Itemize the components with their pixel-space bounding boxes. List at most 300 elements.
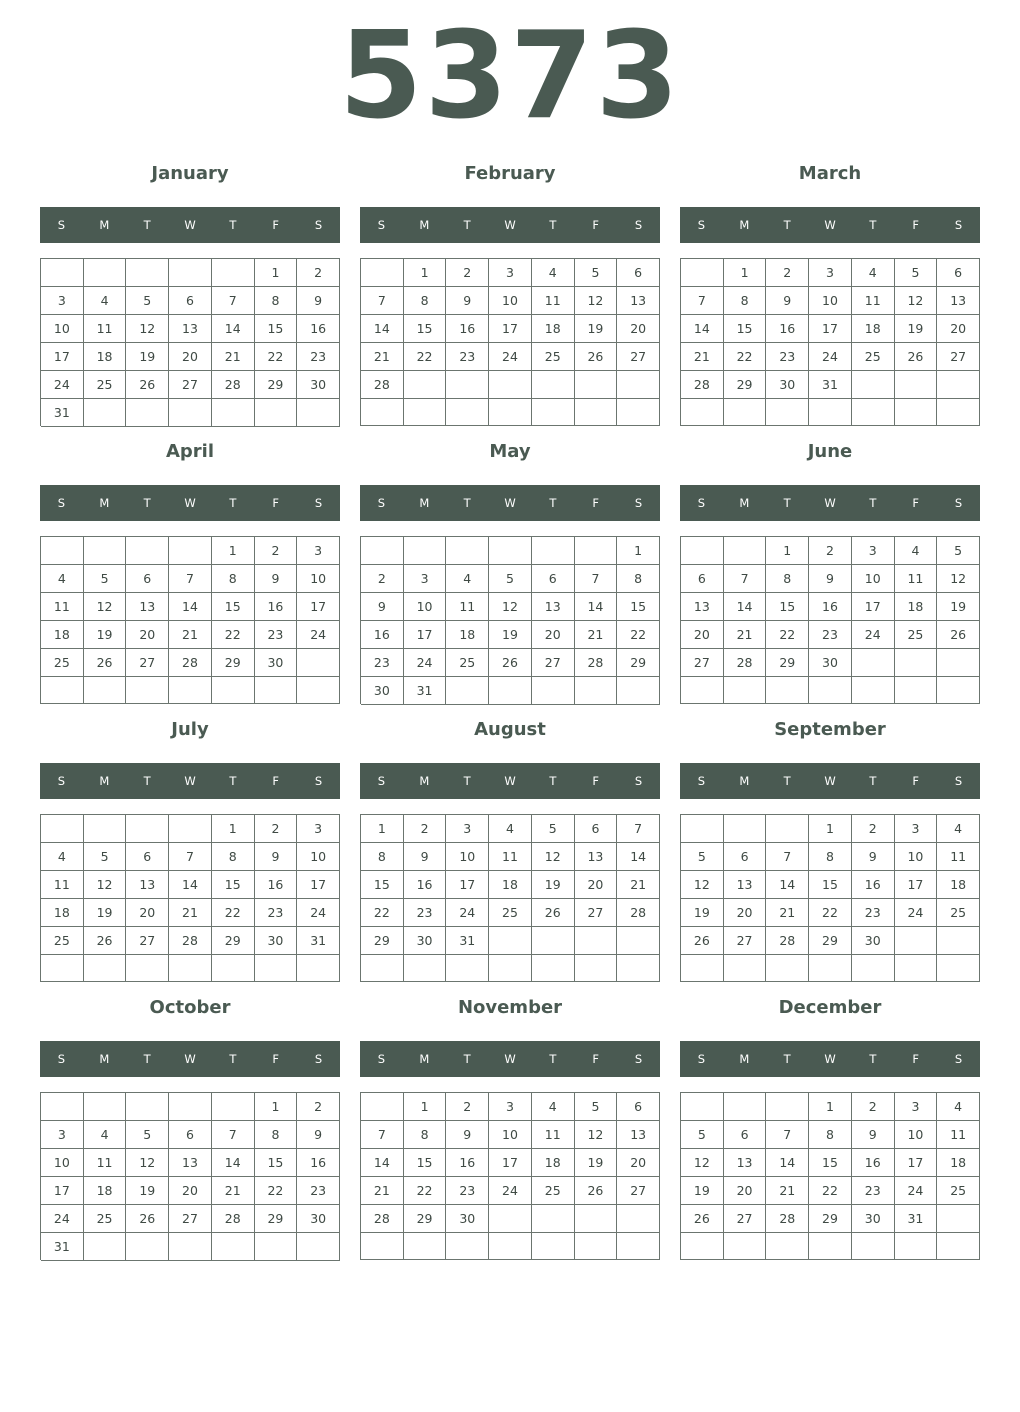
day-cell: [532, 371, 575, 399]
day-cell: 24: [297, 899, 340, 927]
day-cell: [532, 1205, 575, 1233]
day-cell: 13: [169, 1149, 212, 1177]
day-cell: 28: [617, 899, 660, 927]
day-cell: 25: [446, 649, 489, 677]
day-cell: [617, 399, 660, 426]
day-cell: 16: [852, 871, 895, 899]
weekday-label: W: [504, 496, 516, 510]
day-cell: [212, 677, 255, 704]
weekday-label: M: [739, 774, 750, 788]
day-cell: 27: [532, 649, 575, 677]
day-cell: 21: [724, 621, 767, 649]
day-cell: 29: [212, 927, 255, 955]
day-cell: [84, 1093, 127, 1121]
day-cell: 16: [404, 871, 447, 899]
weekday-header: [40, 485, 340, 521]
day-cell: 4: [937, 1093, 980, 1121]
day-cell: [297, 399, 340, 427]
month-name: November: [457, 997, 563, 1018]
day-cell: [41, 537, 84, 565]
weekday-label: S: [57, 218, 66, 232]
day-cell: 7: [361, 287, 404, 315]
day-cell: 8: [809, 843, 852, 871]
day-cell: [489, 927, 532, 955]
day-cell: 9: [852, 1121, 895, 1149]
day-cell: 27: [169, 1205, 212, 1233]
year-title: 5373: [339, 7, 681, 146]
day-cell: [84, 399, 127, 427]
day-cell: 11: [41, 593, 84, 621]
day-cell: [489, 677, 532, 705]
day-cell: 25: [41, 649, 84, 677]
day-cell: 27: [937, 343, 980, 371]
day-cell: [489, 399, 532, 426]
day-cell: [809, 677, 852, 704]
day-cell: [809, 955, 852, 982]
day-cell: 12: [681, 1149, 724, 1177]
day-cell: [617, 955, 660, 982]
day-cell: 27: [724, 1205, 767, 1233]
day-cell: [724, 677, 767, 704]
weekday-label: T: [869, 218, 877, 232]
day-cell: 29: [724, 371, 767, 399]
day-cell: [852, 371, 895, 399]
day-cell: [126, 399, 169, 427]
day-cell: 6: [617, 259, 660, 287]
day-cell: [681, 677, 724, 704]
weekday-label: S: [314, 496, 323, 510]
day-grid: [360, 536, 660, 704]
day-cell: 31: [809, 371, 852, 399]
day-cell: 12: [681, 871, 724, 899]
day-cell: [84, 537, 127, 565]
day-cell: 4: [532, 259, 575, 287]
weekday-label: T: [549, 1052, 557, 1066]
day-cell: [766, 1233, 809, 1260]
day-cell: 19: [84, 621, 127, 649]
day-cell: 8: [361, 843, 404, 871]
day-cell: 20: [532, 621, 575, 649]
day-cell: 11: [937, 1121, 980, 1149]
day-cell: 7: [766, 1121, 809, 1149]
day-cell: 11: [84, 1149, 127, 1177]
day-cell: 23: [404, 899, 447, 927]
day-cell: 22: [617, 621, 660, 649]
weekday-label: M: [99, 1052, 110, 1066]
day-cell: 30: [361, 677, 404, 705]
day-grid: [40, 536, 340, 704]
weekday-label: S: [57, 1052, 66, 1066]
day-cell: 6: [617, 1093, 660, 1121]
day-cell: [617, 1205, 660, 1233]
day-cell: 22: [212, 899, 255, 927]
day-cell: 31: [41, 1233, 84, 1261]
day-cell: 21: [212, 1177, 255, 1205]
day-cell: 21: [361, 1177, 404, 1205]
day-cell: [126, 815, 169, 843]
day-cell: [681, 399, 724, 426]
day-cell: 31: [297, 927, 340, 955]
day-cell: 20: [681, 621, 724, 649]
weekday-label: M: [739, 1052, 750, 1066]
day-grid: [40, 258, 340, 426]
day-cell: 17: [404, 621, 447, 649]
day-cell: 7: [212, 1121, 255, 1149]
day-cell: 9: [809, 565, 852, 593]
day-cell: 12: [895, 287, 938, 315]
weekday-label: S: [314, 218, 323, 232]
day-cell: 5: [895, 259, 938, 287]
day-cell: 24: [446, 899, 489, 927]
day-cell: 6: [126, 843, 169, 871]
day-cell: 9: [255, 843, 298, 871]
weekday-label: S: [314, 774, 323, 788]
day-cell: 18: [532, 1149, 575, 1177]
day-cell: 5: [681, 1121, 724, 1149]
day-cell: 3: [852, 537, 895, 565]
weekday-label: M: [739, 218, 750, 232]
day-cell: 22: [809, 899, 852, 927]
weekday-header: [680, 485, 980, 521]
day-cell: 15: [255, 315, 298, 343]
day-cell: [766, 815, 809, 843]
day-cell: 23: [852, 899, 895, 927]
day-cell: 15: [766, 593, 809, 621]
day-cell: [724, 955, 767, 982]
weekday-label: T: [869, 1052, 877, 1066]
day-cell: 15: [404, 1149, 447, 1177]
weekday-label: S: [697, 774, 706, 788]
day-cell: 19: [895, 315, 938, 343]
day-cell: 3: [446, 815, 489, 843]
month-name: August: [474, 719, 546, 740]
day-cell: 24: [489, 343, 532, 371]
day-cell: 16: [297, 315, 340, 343]
day-cell: [41, 677, 84, 704]
day-cell: 22: [404, 1177, 447, 1205]
day-cell: 20: [937, 315, 980, 343]
day-cell: 28: [766, 927, 809, 955]
day-cell: 21: [361, 343, 404, 371]
day-cell: [937, 927, 980, 955]
day-cell: 19: [681, 1177, 724, 1205]
day-cell: 18: [41, 621, 84, 649]
day-cell: 3: [297, 537, 340, 565]
day-cell: [446, 371, 489, 399]
day-cell: 15: [404, 315, 447, 343]
month-name: May: [489, 441, 531, 462]
day-cell: 4: [84, 1121, 127, 1149]
day-cell: 8: [404, 287, 447, 315]
weekday-label: S: [634, 218, 643, 232]
day-cell: [126, 955, 169, 982]
day-cell: 30: [852, 927, 895, 955]
weekday-label: F: [272, 218, 280, 232]
day-cell: 26: [84, 649, 127, 677]
month-name: December: [778, 997, 882, 1018]
day-cell: [895, 399, 938, 426]
day-cell: 6: [532, 565, 575, 593]
day-cell: 22: [255, 343, 298, 371]
day-cell: 10: [297, 565, 340, 593]
day-cell: 22: [255, 1177, 298, 1205]
month-name: April: [165, 441, 215, 462]
weekday-label: F: [272, 774, 280, 788]
day-cell: 2: [852, 1093, 895, 1121]
day-cell: 8: [766, 565, 809, 593]
day-cell: 9: [446, 1121, 489, 1149]
day-cell: 6: [126, 565, 169, 593]
day-cell: 26: [937, 621, 980, 649]
day-cell: 12: [937, 565, 980, 593]
day-cell: 10: [404, 593, 447, 621]
day-cell: [532, 537, 575, 565]
day-cell: 20: [724, 899, 767, 927]
day-cell: 19: [489, 621, 532, 649]
weekday-label: T: [463, 496, 471, 510]
day-cell: 12: [575, 1121, 618, 1149]
day-cell: 29: [361, 927, 404, 955]
day-cell: [404, 955, 447, 982]
weekday-label: S: [377, 1052, 386, 1066]
day-cell: 4: [41, 565, 84, 593]
weekday-label: W: [824, 774, 836, 788]
day-cell: 17: [297, 871, 340, 899]
weekday-label: S: [377, 218, 386, 232]
weekday-label: S: [314, 1052, 323, 1066]
day-cell: 3: [489, 1093, 532, 1121]
day-cell: 13: [617, 287, 660, 315]
day-cell: 7: [617, 815, 660, 843]
day-cell: 21: [766, 899, 809, 927]
day-cell: 30: [404, 927, 447, 955]
day-cell: 15: [361, 871, 404, 899]
day-cell: [852, 649, 895, 677]
day-cell: 10: [41, 1149, 84, 1177]
day-grid: [40, 1092, 340, 1260]
day-cell: [937, 649, 980, 677]
day-cell: 26: [681, 927, 724, 955]
day-cell: 18: [937, 1149, 980, 1177]
day-cell: 30: [852, 1205, 895, 1233]
day-cell: 10: [297, 843, 340, 871]
day-cell: [852, 955, 895, 982]
day-cell: 4: [41, 843, 84, 871]
weekday-label: T: [783, 218, 791, 232]
day-cell: [532, 927, 575, 955]
day-cell: 11: [895, 565, 938, 593]
day-cell: 16: [361, 621, 404, 649]
day-cell: 22: [361, 899, 404, 927]
day-cell: 13: [532, 593, 575, 621]
weekday-label: F: [592, 774, 600, 788]
day-cell: 5: [681, 843, 724, 871]
day-cell: [681, 815, 724, 843]
day-cell: 17: [895, 1149, 938, 1177]
day-cell: [361, 259, 404, 287]
weekday-label: S: [697, 496, 706, 510]
day-cell: 26: [532, 899, 575, 927]
day-cell: 7: [724, 565, 767, 593]
day-cell: [724, 1233, 767, 1260]
day-cell: 9: [446, 287, 489, 315]
day-cell: 8: [404, 1121, 447, 1149]
day-cell: 6: [724, 843, 767, 871]
weekday-label: M: [419, 218, 430, 232]
weekday-header: [360, 763, 660, 799]
day-cell: 5: [575, 1093, 618, 1121]
weekday-header: [680, 207, 980, 243]
day-cell: 17: [809, 315, 852, 343]
day-cell: 24: [404, 649, 447, 677]
day-cell: 23: [809, 621, 852, 649]
weekday-label: M: [419, 1052, 430, 1066]
day-cell: [937, 677, 980, 704]
day-cell: 15: [212, 871, 255, 899]
day-cell: [575, 955, 618, 982]
day-cell: [617, 677, 660, 705]
day-cell: 18: [41, 899, 84, 927]
day-cell: 2: [446, 1093, 489, 1121]
weekday-label: T: [229, 218, 237, 232]
day-cell: [895, 649, 938, 677]
weekday-label: F: [592, 496, 600, 510]
day-cell: 14: [361, 315, 404, 343]
day-cell: 14: [169, 593, 212, 621]
day-cell: 4: [446, 565, 489, 593]
day-cell: 17: [41, 343, 84, 371]
weekday-label: T: [549, 496, 557, 510]
day-cell: 17: [446, 871, 489, 899]
day-cell: 3: [297, 815, 340, 843]
day-cell: [212, 1233, 255, 1261]
day-cell: 15: [809, 1149, 852, 1177]
weekday-header: [360, 485, 660, 521]
weekday-label: S: [634, 1052, 643, 1066]
weekday-label: S: [954, 218, 963, 232]
day-cell: [212, 955, 255, 982]
day-cell: 29: [255, 1205, 298, 1233]
weekday-label: F: [592, 218, 600, 232]
day-cell: 10: [852, 565, 895, 593]
day-cell: 8: [809, 1121, 852, 1149]
day-cell: 8: [255, 1121, 298, 1149]
day-cell: [681, 1093, 724, 1121]
day-cell: 6: [169, 1121, 212, 1149]
day-cell: 18: [489, 871, 532, 899]
day-cell: [126, 677, 169, 704]
day-cell: [724, 537, 767, 565]
day-cell: 16: [297, 1149, 340, 1177]
day-cell: 13: [575, 843, 618, 871]
day-cell: 11: [446, 593, 489, 621]
day-cell: 27: [617, 1177, 660, 1205]
day-cell: 16: [255, 593, 298, 621]
day-cell: [169, 815, 212, 843]
day-cell: [852, 677, 895, 704]
day-cell: 9: [766, 287, 809, 315]
day-cell: 27: [575, 899, 618, 927]
day-cell: 28: [169, 927, 212, 955]
day-cell: 2: [255, 815, 298, 843]
day-cell: 17: [41, 1177, 84, 1205]
weekday-label: S: [57, 496, 66, 510]
day-cell: 14: [361, 1149, 404, 1177]
day-cell: 26: [895, 343, 938, 371]
day-cell: 5: [126, 1121, 169, 1149]
day-cell: 12: [532, 843, 575, 871]
day-cell: 11: [532, 1121, 575, 1149]
day-cell: 27: [126, 649, 169, 677]
day-cell: 11: [41, 871, 84, 899]
day-cell: 1: [255, 259, 298, 287]
day-cell: [41, 955, 84, 982]
day-cell: 29: [809, 1205, 852, 1233]
day-cell: 14: [724, 593, 767, 621]
day-cell: [937, 1205, 980, 1233]
day-cell: 4: [84, 287, 127, 315]
day-cell: 9: [361, 593, 404, 621]
day-cell: [255, 955, 298, 982]
day-cell: 14: [766, 871, 809, 899]
day-cell: 22: [724, 343, 767, 371]
day-cell: 26: [681, 1205, 724, 1233]
day-cell: 31: [895, 1205, 938, 1233]
day-cell: 29: [766, 649, 809, 677]
day-grid: [680, 1092, 980, 1260]
month-name: January: [151, 163, 229, 184]
weekday-label: W: [184, 496, 196, 510]
weekday-label: W: [504, 218, 516, 232]
day-cell: [617, 1233, 660, 1260]
day-cell: [575, 1233, 618, 1260]
day-grid: [680, 258, 980, 426]
day-cell: 11: [852, 287, 895, 315]
day-cell: 19: [681, 899, 724, 927]
day-cell: 20: [169, 1177, 212, 1205]
weekday-label: T: [463, 218, 471, 232]
day-cell: 28: [361, 371, 404, 399]
day-cell: [489, 955, 532, 982]
weekday-header: [680, 763, 980, 799]
day-cell: 30: [297, 371, 340, 399]
day-cell: [446, 1233, 489, 1260]
weekday-label: W: [184, 1052, 196, 1066]
day-cell: 19: [126, 1177, 169, 1205]
day-cell: 15: [809, 871, 852, 899]
day-cell: 25: [41, 927, 84, 955]
day-cell: [297, 1233, 340, 1261]
weekday-label: T: [869, 774, 877, 788]
day-cell: 21: [766, 1177, 809, 1205]
day-cell: 1: [212, 815, 255, 843]
day-cell: [575, 399, 618, 426]
day-cell: 10: [809, 287, 852, 315]
day-cell: 26: [575, 343, 618, 371]
day-cell: 7: [212, 287, 255, 315]
day-cell: 17: [895, 871, 938, 899]
day-cell: 30: [297, 1205, 340, 1233]
day-cell: [255, 677, 298, 704]
day-cell: [532, 399, 575, 426]
day-cell: 6: [575, 815, 618, 843]
day-cell: 19: [126, 343, 169, 371]
day-cell: 31: [446, 927, 489, 955]
day-cell: 3: [809, 259, 852, 287]
day-cell: 10: [489, 1121, 532, 1149]
day-cell: 17: [489, 315, 532, 343]
day-cell: 14: [212, 1149, 255, 1177]
